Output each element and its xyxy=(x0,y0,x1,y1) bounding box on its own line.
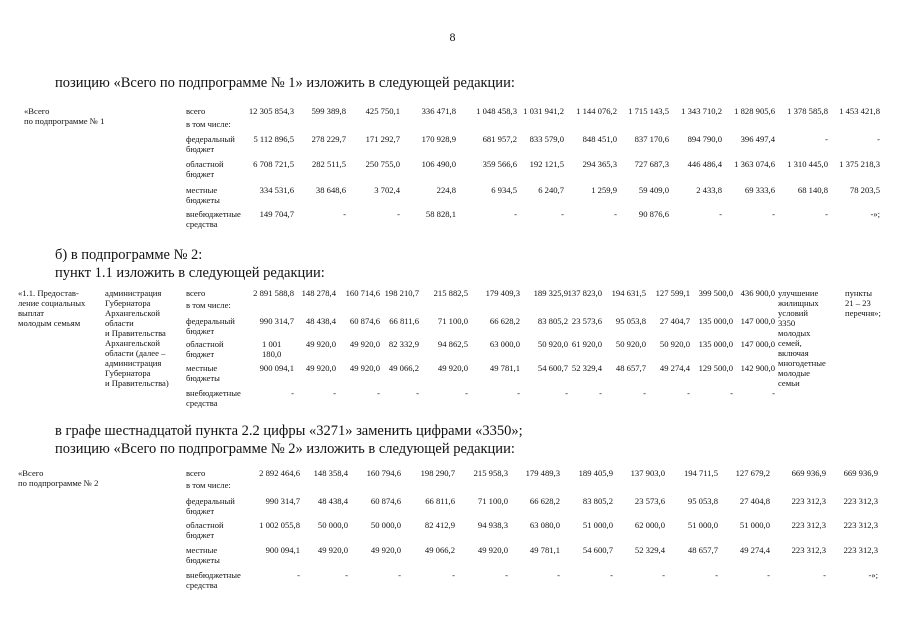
table-cell: 5 112 896,5 xyxy=(253,134,294,144)
table-cell: 50 920,0 xyxy=(659,339,690,349)
table-cell: 224,8 xyxy=(436,185,456,195)
row-name-cont: по подпрограмме № 2 xyxy=(18,478,99,488)
table-cell: 48 657,7 xyxy=(687,545,718,555)
row-label-cont: бюджет xyxy=(186,349,215,359)
row-label: всего xyxy=(186,468,206,478)
table-cell: 399 500,0 xyxy=(698,288,733,298)
table-cell: 58 828,1 xyxy=(425,209,456,219)
table-cell: 681 957,2 xyxy=(482,134,517,144)
table-cell: 50 000,0 xyxy=(317,520,348,530)
table-cell: 147 000,0 xyxy=(740,316,775,326)
row-label-cont: бюджет xyxy=(186,326,215,336)
table-cell: 78 203,5 xyxy=(849,185,880,195)
row-name-cont: по подпрограмме № 1 xyxy=(24,116,105,126)
table-cell: 3 702,4 xyxy=(374,185,400,195)
table-cell: 1 002 055,8 xyxy=(259,520,300,530)
table-cell: - xyxy=(465,388,468,398)
row-label: областной xyxy=(186,159,224,169)
table-cell: 189 405,9 xyxy=(578,468,613,478)
row-label-cont: бюджет xyxy=(186,169,215,179)
table-cell: 90 876,6 xyxy=(638,209,669,219)
table-cell: 106 490,0 xyxy=(421,159,456,169)
result-line: условий xyxy=(778,308,808,318)
table-cell: 69 333,6 xyxy=(744,185,775,195)
table-cell: - xyxy=(397,209,400,219)
table-cell: 68 140,8 xyxy=(797,185,828,195)
row-label: в том числе: xyxy=(186,119,231,129)
table-cell: 894 790,0 xyxy=(687,134,722,144)
table-cell: 396 497,4 xyxy=(740,134,775,144)
table-cell: 147 000,0 xyxy=(740,339,775,349)
table-cell: 170 928,9 xyxy=(421,134,456,144)
table-cell: - xyxy=(825,209,828,219)
table-cell: - xyxy=(452,570,455,580)
table-cell: 71 100,0 xyxy=(437,316,468,326)
heading-replace-figures: в графе шестнадцатой пункта 2.2 цифры «3271» заменить цифрами «3350»; xyxy=(55,423,523,439)
row-label: местные xyxy=(186,185,218,195)
table-cell: 990 314,7 xyxy=(259,316,294,326)
table-cell: 82 412,9 xyxy=(424,520,455,530)
table-cell: - xyxy=(514,209,517,219)
table-cell: 95 053,8 xyxy=(687,496,718,506)
table-cell: 6 240,7 xyxy=(538,185,564,195)
table-cell: 135 000,0 xyxy=(698,339,733,349)
table-cell: 6 934,5 xyxy=(491,185,517,195)
table-cell: 669 936,9 xyxy=(843,468,878,478)
table-cell: 49 781,1 xyxy=(529,545,560,555)
table-cell: 135 000,0 xyxy=(698,316,733,326)
table-cell: 71 100,0 xyxy=(477,496,508,506)
table-cell: 23 573,6 xyxy=(634,496,665,506)
admin-line: и Правительства xyxy=(105,328,166,338)
table-cell: 160 714,6 xyxy=(345,288,380,298)
row-label: областной xyxy=(186,339,224,349)
table-cell: 49 920,0 xyxy=(317,545,348,555)
table-cell: - xyxy=(291,388,294,398)
table-cell: 1 144 076,2 xyxy=(576,106,617,116)
row-label: всего xyxy=(186,288,206,298)
table-cell: 990 314,7 xyxy=(265,496,300,506)
admin-line: администрация xyxy=(105,358,162,368)
table-cell: 436 900,0 xyxy=(740,288,775,298)
table-cell: 334 531,6 xyxy=(259,185,294,195)
table-cell: - xyxy=(561,209,564,219)
table-cell: 282 511,5 xyxy=(311,159,346,169)
table-cell: 223 312,3 xyxy=(843,496,878,506)
admin-line: и Правительства) xyxy=(105,378,169,388)
table-cell: - xyxy=(565,388,568,398)
table-cell: 66 811,6 xyxy=(389,316,419,326)
table-cell: - xyxy=(730,388,733,398)
table-cell: 49 920,0 xyxy=(437,363,468,373)
table-cell: 50 920,0 xyxy=(537,339,568,349)
table-cell: - xyxy=(345,570,348,580)
table-cell: - xyxy=(772,388,775,398)
result-line: 3350 xyxy=(778,318,796,328)
table-cell: 192 121,5 xyxy=(529,159,564,169)
table-cell: 66 811,6 xyxy=(425,496,455,506)
table-cell: 60 874,6 xyxy=(370,496,401,506)
row-label: в том числе: xyxy=(186,480,231,490)
table-cell: - xyxy=(877,134,880,144)
table-cell: 66 628,2 xyxy=(529,496,560,506)
row-label: внебюджетные xyxy=(186,209,241,219)
row-label: федеральный xyxy=(186,316,235,326)
heading-subprogram-2: б) в подпрограмме № 2: xyxy=(55,247,203,263)
row-label-cont: бюджет xyxy=(186,506,215,516)
table-cell: 359 566,6 xyxy=(482,159,517,169)
table-cell: 833 579,0 xyxy=(529,134,564,144)
row-label-cont: бюджеты xyxy=(186,195,220,205)
table-cell: 142 900,0 xyxy=(740,363,775,373)
table-cell: 60 874,6 xyxy=(349,316,380,326)
result-line: жилищных xyxy=(778,298,819,308)
result-line: многодетные xyxy=(778,358,826,368)
heading-total-subprogram-1: позицию «Всего по подпрограмме № 1» изложить в следующей редакции: xyxy=(55,75,515,91)
table-cell: - xyxy=(687,388,690,398)
table-cell: - xyxy=(377,388,380,398)
table-cell: - xyxy=(398,570,401,580)
result-line: молодые xyxy=(778,368,810,378)
row-label: в том числе: xyxy=(186,300,231,310)
table-cell: 1 048 458,3 xyxy=(476,106,517,116)
table-cell: 1 363 074,6 xyxy=(734,159,775,169)
table-cell: 50 000,0 xyxy=(370,520,401,530)
name-line: молодым семьям xyxy=(18,318,81,328)
row-label-cont: средства xyxy=(186,398,218,408)
table-cell: - xyxy=(772,209,775,219)
table-cell: 148 358,4 xyxy=(313,468,348,478)
row-label-cont: бюджет xyxy=(186,144,215,154)
row-label-cont: бюджеты xyxy=(186,373,220,383)
table-cell: - xyxy=(599,388,602,398)
table-cell: 49 920,0 xyxy=(477,545,508,555)
table-cell: 6 708 721,5 xyxy=(253,159,294,169)
table-cell: 23 573,6 xyxy=(571,316,602,326)
table-cell: 250 755,0 xyxy=(365,159,400,169)
table-cell: 727 687,3 xyxy=(634,159,669,169)
table-cell: 425 750,1 xyxy=(365,106,400,116)
table-cell: - xyxy=(297,570,300,580)
table-cell: 54 600,7 xyxy=(582,545,613,555)
table-cell: 1 453 421,8 xyxy=(839,106,880,116)
table-cell: 223 312,3 xyxy=(791,496,826,506)
table-cell: - xyxy=(517,388,520,398)
table-cell: 27 404,7 xyxy=(659,316,690,326)
table-cell: - xyxy=(767,570,770,580)
admin-line: Архангельской xyxy=(105,308,160,318)
table-cell: 49 781,1 xyxy=(489,363,520,373)
table-cell: 49 274,4 xyxy=(659,363,690,373)
name-line: выплат xyxy=(18,308,45,318)
table-cell: 94 938,3 xyxy=(477,520,508,530)
table-cell: 189 325,9 xyxy=(533,288,568,298)
row-name: «Всего xyxy=(24,106,50,116)
table-cell: 179 409,3 xyxy=(485,288,520,298)
points-line: 21 – 23 xyxy=(845,298,871,308)
table-cell: 1 310 445,0 xyxy=(787,159,828,169)
table-cell: 2 891 588,8 xyxy=(253,288,294,298)
table-cell: 194 631,5 xyxy=(611,288,646,298)
table-cell: -»; xyxy=(868,570,878,580)
table-cell: 54 600,7 xyxy=(537,363,568,373)
table-cell: 129 500,0 xyxy=(698,363,733,373)
table-cell: 149 704,7 xyxy=(259,209,294,219)
table-cell: 179 489,3 xyxy=(525,468,560,478)
admin-line: Губернатора xyxy=(105,368,151,378)
row-name: «Всего xyxy=(18,468,44,478)
table-cell: 171 292,7 xyxy=(365,134,400,144)
table-cell: 51 000,0 xyxy=(739,520,770,530)
table-cell: 38 648,6 xyxy=(315,185,346,195)
table-cell: 62 000,0 xyxy=(634,520,665,530)
table-cell: 1 001 180,0 xyxy=(262,339,282,359)
admin-line: Архангельской xyxy=(105,338,160,348)
table-cell: - xyxy=(343,209,346,219)
table-cell: 1 715 143,5 xyxy=(628,106,669,116)
admin-line: администрация xyxy=(105,288,162,298)
row-label-cont: бюджет xyxy=(186,530,215,540)
table-cell: 160 794,6 xyxy=(366,468,401,478)
table-cell: - xyxy=(825,134,828,144)
row-label-cont: средства xyxy=(186,219,218,229)
table-cell: - xyxy=(333,388,336,398)
table-cell: 127 599,1 xyxy=(655,288,690,298)
table-cell: 51 000,0 xyxy=(582,520,613,530)
table-cell: 837 170,6 xyxy=(634,134,669,144)
table-cell: 848 451,0 xyxy=(582,134,617,144)
table-cell: 49 066,2 xyxy=(424,545,455,555)
table-cell: 194 711,5 xyxy=(683,468,718,478)
table-cell: 223 312,3 xyxy=(843,545,878,555)
table-cell: 94 862,5 xyxy=(437,339,468,349)
table-cell: - xyxy=(662,570,665,580)
table-cell: 95 053,8 xyxy=(615,316,646,326)
table-cell: 294 365,3 xyxy=(582,159,617,169)
table-cell: 127 679,2 xyxy=(735,468,770,478)
admin-line: области xyxy=(105,318,134,328)
table-cell: 1 031 941,2 xyxy=(523,106,564,116)
table-cell: 1 259,9 xyxy=(591,185,617,195)
table-cell: 278 229,7 xyxy=(311,134,346,144)
table-cell: 49 274,4 xyxy=(739,545,770,555)
table-cell: 49 920,0 xyxy=(349,339,380,349)
table-cell: 48 438,4 xyxy=(317,496,348,506)
row-label-cont: бюджеты xyxy=(186,555,220,565)
table-cell: 1 375 218,3 xyxy=(839,159,880,169)
table-cell: - xyxy=(643,388,646,398)
table-cell: 83 805,2 xyxy=(582,496,613,506)
table-cell: 1 378 585,8 xyxy=(787,106,828,116)
row-label: областной xyxy=(186,520,224,530)
admin-line: Губернатора xyxy=(105,298,151,308)
result-line: улучшение xyxy=(778,288,819,298)
row-label-cont: средства xyxy=(186,580,218,590)
row-label: внебюджетные xyxy=(186,388,241,398)
table-cell: 51 000,0 xyxy=(687,520,718,530)
table-cell: 599 389,8 xyxy=(311,106,346,116)
table-cell: - xyxy=(505,570,508,580)
table-cell: 83 805,2 xyxy=(537,316,568,326)
points-line: перечня»; xyxy=(845,308,881,318)
table-cell: - xyxy=(610,570,613,580)
table-cell: - xyxy=(416,388,419,398)
table-cell: 446 486,4 xyxy=(687,159,722,169)
table-cell: 1 343 710,2 xyxy=(681,106,722,116)
table-cell: 61 920,0 xyxy=(571,339,602,349)
table-cell: 669 936,9 xyxy=(791,468,826,478)
table-cell: 148 278,4 xyxy=(301,288,336,298)
points-line: пункты xyxy=(845,288,873,298)
table-cell: 82 332,9 xyxy=(388,339,419,349)
table-cell: 49 066,2 xyxy=(388,363,419,373)
table-cell: 50 920,0 xyxy=(615,339,646,349)
table-cell: 48 438,4 xyxy=(305,316,336,326)
table-cell: 49 920,0 xyxy=(370,545,401,555)
table-cell: 223 312,3 xyxy=(791,520,826,530)
heading-point-1-1: пункт 1.1 изложить в следующей редакции: xyxy=(55,265,325,281)
table-cell: 27 404,8 xyxy=(739,496,770,506)
row-label: всего xyxy=(186,106,206,116)
table-cell: - xyxy=(823,570,826,580)
table-cell: 223 312,3 xyxy=(791,545,826,555)
table-cell: 137 823,0 xyxy=(567,288,602,298)
table-cell: 215 882,5 xyxy=(433,288,468,298)
result-line: семьи xyxy=(778,378,800,388)
table-cell: 2 892 464,6 xyxy=(259,468,300,478)
page-number: 8 xyxy=(449,30,456,44)
row-label: местные xyxy=(186,545,218,555)
admin-line: области (далее – xyxy=(105,348,166,358)
table-cell: 900 094,1 xyxy=(259,363,294,373)
result-line: включая xyxy=(778,348,809,358)
table-cell: 59 409,0 xyxy=(638,185,669,195)
table-cell: - xyxy=(557,570,560,580)
table-cell: -»; xyxy=(870,209,880,219)
table-cell: 137 903,0 xyxy=(630,468,665,478)
table-cell: 900 094,1 xyxy=(265,545,300,555)
table-cell: - xyxy=(715,570,718,580)
table-cell: - xyxy=(614,209,617,219)
row-label: федеральный xyxy=(186,496,235,506)
result-line: молодых xyxy=(778,328,811,338)
table-cell: 66 628,2 xyxy=(489,316,520,326)
row-label: внебюджетные xyxy=(186,570,241,580)
table-cell: 1 828 905,6 xyxy=(734,106,775,116)
result-line: семей, xyxy=(778,338,802,348)
table-cell: 223 312,3 xyxy=(843,520,878,530)
table-cell: 52 329,4 xyxy=(571,363,602,373)
table-cell: 49 920,0 xyxy=(349,363,380,373)
table-cell: 12 305 854,3 xyxy=(248,106,294,116)
table-cell: 63 000,0 xyxy=(489,339,520,349)
heading-total-subprogram-2: позицию «Всего по подпрограмме № 2» изложить в следующей редакции: xyxy=(55,441,515,457)
table-cell: 63 080,0 xyxy=(529,520,560,530)
table-cell: 2 433,8 xyxy=(696,185,722,195)
table-cell: 49 920,0 xyxy=(305,363,336,373)
name-line: «1.1. Предостав- xyxy=(18,288,79,298)
table-cell: 48 657,7 xyxy=(615,363,646,373)
name-line: ление социальных xyxy=(18,298,86,308)
table-cell: 52 329,4 xyxy=(634,545,665,555)
row-label: местные xyxy=(186,363,218,373)
table-cell: 198 210,7 xyxy=(384,288,419,298)
row-label: федеральный xyxy=(186,134,235,144)
table-cell: 49 920,0 xyxy=(305,339,336,349)
table-cell: 198 290,7 xyxy=(420,468,455,478)
table-cell: - xyxy=(719,209,722,219)
table-cell: 336 471,8 xyxy=(421,106,456,116)
table-cell: 215 958,3 xyxy=(473,468,508,478)
